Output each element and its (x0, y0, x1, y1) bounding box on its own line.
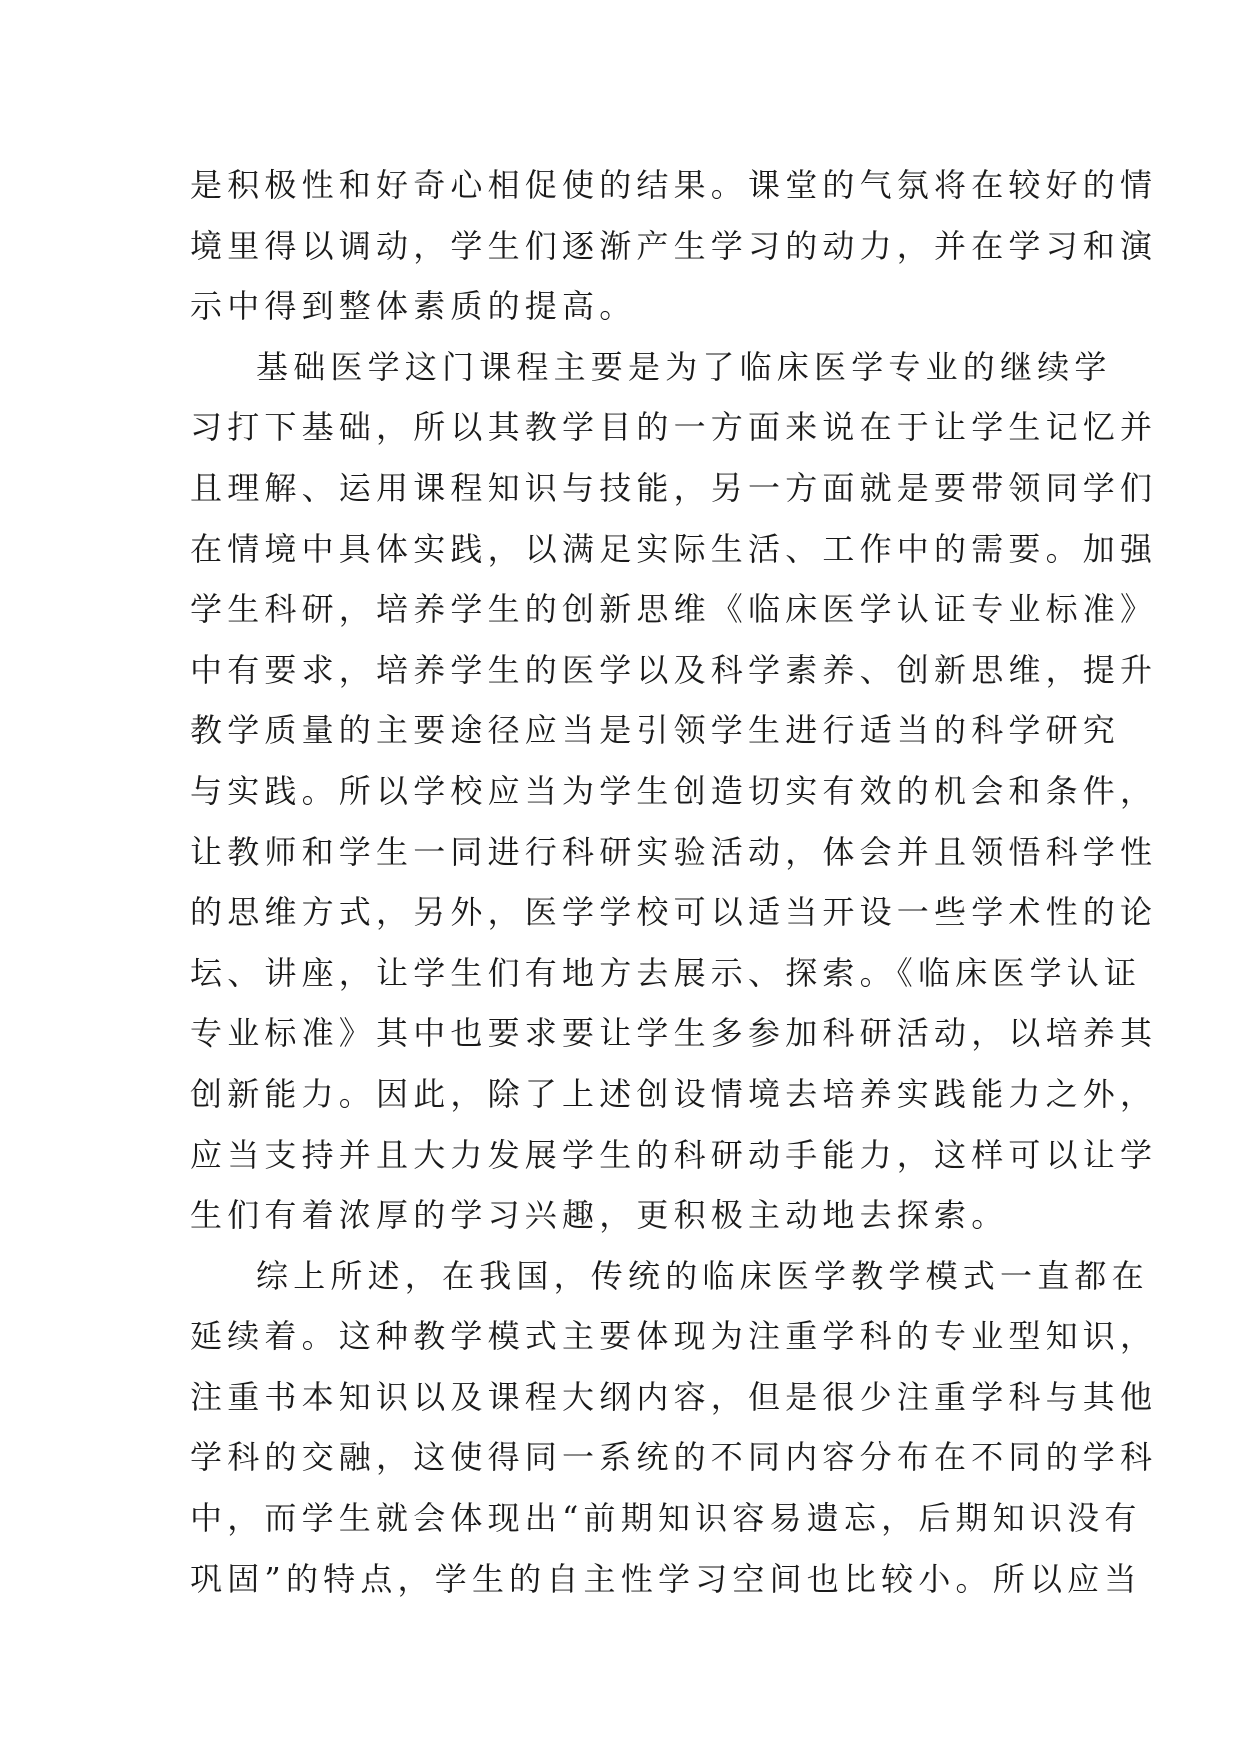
text-line: 在情境中具体实践，以满足实际生活、工作中的需要。加强 (190, 529, 1158, 568)
text-line: 习打下基础，所以其教学目的一方面来说在于让学生记忆并 (190, 408, 1158, 447)
text-line: 专业标准》其中也要求要让学生多参加科研活动，以培养其 (190, 1014, 1158, 1053)
text-line: 中，而学生就会体现出“前期知识容易遗忘，后期知识没有 (190, 1499, 1142, 1538)
document-body (190, 155, 1158, 1609)
text-line: 中有要求，培养学生的医学以及科学素养、创新思维，提升 (190, 650, 1158, 689)
text-line: 延续着。这种教学模式主要体现为注重学科的专业型知识， (190, 1317, 1158, 1356)
text-line: 且理解、运用课程知识与技能，另一方面就是要带领同学们 (190, 468, 1158, 507)
text-line: 创新能力。因此，除了上述创设情境去培养实践能力之外， (190, 1074, 1158, 1113)
text-line: 学科的交融，这使得同一系统的不同内容分布在不同的学科 (190, 1438, 1158, 1477)
text-line: 应当支持并且大力发展学生的科研动手能力，这样可以让学 (190, 1135, 1158, 1174)
text-line: 境里得以调动，学生们逐渐产生学习的动力，并在学习和演 (190, 226, 1158, 265)
text-line: 学生科研，培养学生的创新思维《临床医学认证专业标准》 (190, 590, 1158, 629)
paragraph (190, 337, 1158, 1246)
text-line: 坛、讲座，让学生们有地方去展示、探索。《临床医学认证 (190, 953, 1142, 992)
text-line: 与实践。所以学校应当为学生创造切实有效的机会和条件， (190, 771, 1158, 810)
text-line: 巩固”的特点，学生的自主性学习空间也比较小。所以应当 (190, 1559, 1142, 1598)
text-line: 是积极性和好奇心相促使的结果。课堂的气氛将在较好的情 (190, 166, 1158, 204)
text-line: 生们有着浓厚的学习兴趣，更积极主动地去探索。 (190, 1196, 1009, 1235)
text-line: 注重书本知识以及课程大纲内容，但是很少注重学科与其他 (190, 1377, 1158, 1416)
text-line: 教学质量的主要途径应当是引领学生进行适当的科学研究 (190, 711, 1121, 750)
text-line: 让教师和学生一同进行科研实验活动，体会并且领悟科学性 (190, 832, 1158, 871)
text-line: 示中得到整体素质的提高。 (190, 287, 637, 326)
paragraph (190, 1246, 1158, 1610)
text-line: 的思维方式，另外，医学学校可以适当开设一些学术性的论 (190, 893, 1158, 932)
paragraph (190, 155, 1158, 337)
text-line: 基础医学这门课程主要是为了临床医学专业的继续学 (256, 347, 1112, 386)
text-line: 综上所述，在我国，传统的临床医学教学模式一直都在 (256, 1256, 1149, 1295)
